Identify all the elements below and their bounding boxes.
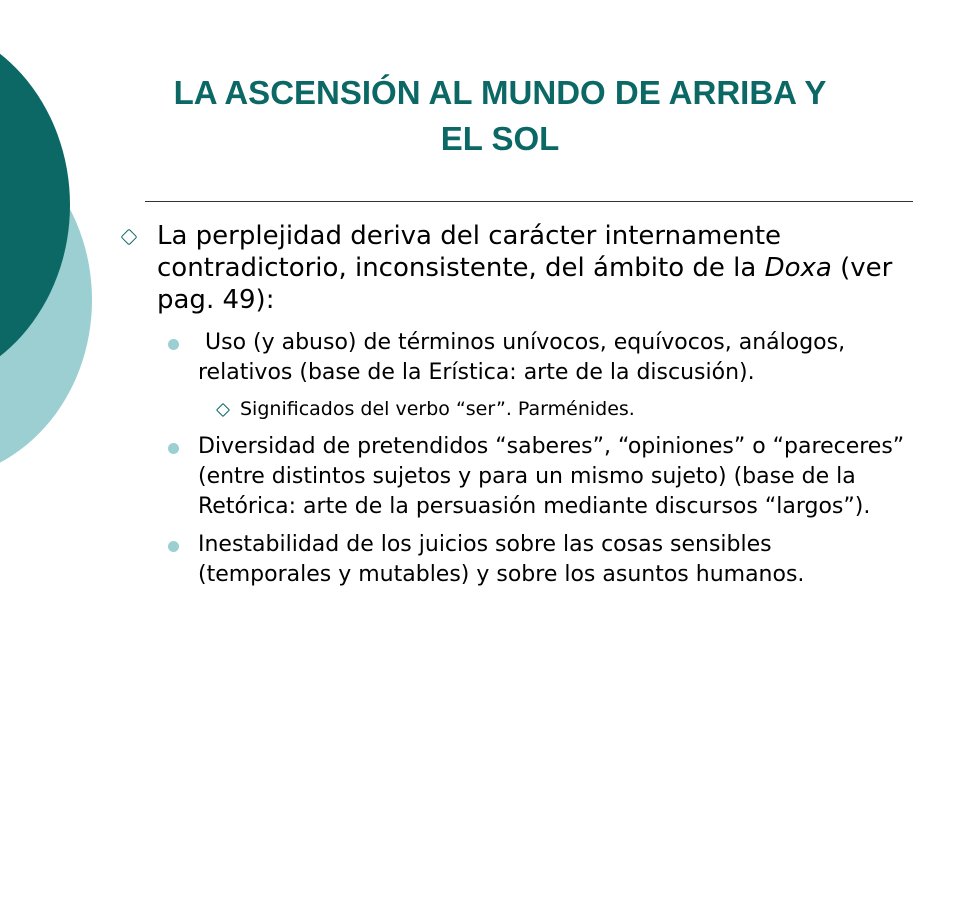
dot-bullet-icon <box>168 443 179 454</box>
diamond-bullet-icon <box>121 229 138 246</box>
sub-bullet-3 <box>120 530 910 590</box>
sub-bullet-1 <box>120 328 910 388</box>
sub-sub-bullet-text: Significados del verbo “ser”. Parménides. <box>240 398 635 420</box>
sub-bullet-list <box>120 328 910 590</box>
sub-bullet-2 <box>120 432 910 522</box>
title-divider <box>145 201 913 202</box>
main-text-part2: (ver pag. 49): <box>157 253 893 315</box>
sub-bullet-text: Diversidad de pretendidos “saberes”, “opiniones” o “pareceres” (entre distintos sujetos y para un mismo sujeto) (base de la Retórica: arte de la persuasión mediante discursos “largos”). <box>198 434 905 519</box>
slide-content <box>120 220 910 598</box>
slide-title-line2: EL SOL <box>440 120 560 157</box>
dot-bullet-icon <box>168 339 179 350</box>
main-bullet-text <box>157 220 910 316</box>
diamond-bullet-icon <box>216 403 230 417</box>
main-text-part1: La perplejidad deriva del carácter internamente contradictorio, inconsistente, del ámbito de la <box>157 221 782 283</box>
slide-title-line1: LA ASCENSIÓN AL MUNDO DE ARRIBA Y <box>173 74 827 111</box>
sub-sub-bullet <box>120 396 910 422</box>
slide-title <box>100 70 900 162</box>
main-bullet-point <box>120 220 910 316</box>
sub-bullet-text: Uso (y abuso) de términos unívocos, equívocos, análogos, relativos (base de la Erística: arte de la discusión). <box>198 330 853 385</box>
sub-bullet-text: Inestabilidad de los juicios sobre las cosas sensibles (temporales y mutables) y sobre los asuntos humanos. <box>198 532 805 587</box>
main-text-italic: Doxa <box>764 253 832 283</box>
dot-bullet-icon <box>168 541 179 552</box>
